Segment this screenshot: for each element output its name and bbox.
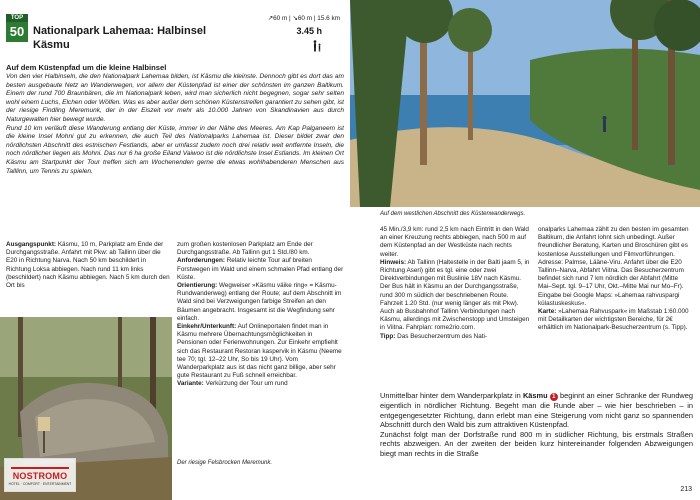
- start-text-continued: zum großen kostenlosen Parkplatz am Ende der Durchgangsstraße. Ab Tallinn gut 1 Std./80 km.: [177, 241, 313, 257]
- hiker-family-icon: [312, 40, 322, 52]
- variant-label: Variante:: [177, 380, 204, 388]
- logo-bar: [11, 467, 69, 469]
- intro-paragraph: Von den vier Halbinseln, die den Nationalpark Lahemaa bilden, ist Käsmu die kleinste. Dennoch gibt es dort das am besten ausgebaute Netz an Wanderwegen, vor allem der Küstenpfad ist einer der schönsten im ganzen Baltikum. Einem der rund 700 Braunbären, die im Nationalpark leben, wird man sicherlich nicht begegnen, sogar sehr selten wohl einem Luchs, Elchen oder Wölfen. Was es aber außer dem schönen Küstenstreifen garantiert zu sehen gibt, ist der riesige Findling Meremunk, der in der Eiszeit vor mehr als 10.000 Jahren von Skandinavien aus durch Naturgewalten hier bewegt wurde.: [6, 73, 344, 123]
- orientation-label: Orientierung:: [177, 282, 218, 290]
- coast-photo: [350, 0, 700, 207]
- lodging-text: Auf Onlineportalen findet man in Käsmu mehrere Übernachtungsmöglichkeiten in Pensionen oder Ferienwohnungen. Zur Einkehr empfiehlt sich das Restaurant Restoran kaspervik in Käsmu (Neeme tee 70; tgl. 12–22 Uhr, So bis 19 Uhr). Vom Wanderparkplatz aus ist das nicht ganz billige, aber sehr gute Restaurant zu Fuß schnell erreichbar.: [177, 323, 342, 380]
- nostromo-logo: [4, 458, 76, 492]
- intro-paragraph: Rund 10 km verläuft diese Wanderung entlang der Küste, immer in der Nähe des Meeres. Am Kap Palganeem ist die kleine Insel Mohni gut zu erkennen, die auch Teil des Nationalparks Lahemaa ist. Dieser bildet zwar den nördlichsten Abschnitt des estnischen Festlands, aber er umfasst zudem noch drei relativ weit entfernte Inseln, die noch nördlicher liegen als Mohni. Das nur 6 ha große Eiland Vaiwoo ist die nördlichste Insel Estlands. Im kleinen Ort Käsmu am Startpunkt der Tour treffen sich am Wochenenden gerne die etwas wohlhabenderen Menschen aus Talllinn, um Tennis zu spielen.: [6, 124, 344, 175]
- coast-photo-illustration: [350, 0, 700, 207]
- tour-number: 50: [9, 24, 25, 39]
- map-text: »Lahemaa Rahvuspark« im Maßstab 1:60.000 mit Detailkarten der wichtigsten Bereiche, für 2€ erhältlich im Nationalpark-Besucherzentrum (s. Tipp).: [538, 308, 689, 332]
- intro-text: [6, 73, 344, 176]
- tip-text: Das Besucherzentrum des Nati-: [397, 332, 488, 340]
- title-line-1: Nationalpark Lahemaa: Halbinsel: [33, 25, 206, 37]
- tour-stats: ↗60 m | ↘60 m | 15.6 km: [267, 15, 340, 22]
- tip-label: Tipp:: [380, 332, 396, 340]
- map-label: Karte:: [538, 308, 557, 316]
- tour-title: [33, 24, 323, 52]
- coast-photo-caption: Auf dem westlichen Abschnitt des Küstenwanderwegs.: [380, 211, 526, 217]
- lodging-label: Einkehr/Unterkunft:: [177, 323, 237, 331]
- requirements-label: Anforderungen:: [177, 257, 225, 265]
- right-page: [350, 0, 700, 500]
- variant-text-continued: 45 Min./3,9 km: rund 2,5 km nach Eintritt in den Wald an einer Kreuzung rechts abbiegen, nach 500 m auf dem Küstenpfad an der Westküste nach rechts weiter.: [380, 226, 529, 258]
- tip-text-continued: onalparks Lahemaa zählt zu den besten im gesamten Baltikum, die Anfahrt lohnt sich unbedingt. Außer freundlicher Beratung, Karten und Broschüren gibt es kostenlose Ausstellungen und Filmvorführungen. Adresse: Palmse, Lääne-Viru. Anfahrt über die E20 Tallinn–Narva, Abfahrt Viitna. Das Besucherzentrum befindet sich rund 7 km nördlich der Abfahrt (Mitte Mai–Sept. tgl. 9–17 Uhr, Okt.–Mitte Mai nur Mo–Fr). Eingabe bei Google Maps: »Lahemaa rahvuspargi külastuskeskus«.: [538, 226, 689, 307]
- variant-text: Verkürzung der Tour um rund: [205, 380, 288, 388]
- route-description: [380, 391, 693, 459]
- page-number: 213: [680, 486, 692, 493]
- place-kasmu: Käsmu: [522, 391, 548, 400]
- waypoint-marker: 1: [550, 393, 558, 401]
- badge-top-label: TOP: [6, 14, 28, 22]
- start-text: Käsmu, 10 m, Parkplatz am Ende der Durchgangsstraße. Anfahrt mit Pkw: ab Tallinn über die E20 in Richtung Narva. Nach 50 km beschildert in Richtung Loksa abbiegen. Nach rund 11 km links (beschildert) nach Käsmu abbiegen. Nach 5 km durch den Ort bis: [6, 241, 170, 290]
- route-paragraph-2: Zunächst folgt man der Dorfstraße rund 800 m in südlicher Richtung, bis erstmals Straßen rechts abzweigen. An der zweiten der beiden kurz hintereinander folgenden Abzweigungen biegt man rechts in die Straße: [380, 429, 693, 458]
- note-text: Ab Tallinn (Haltestelle in der Balti jaam 5, in Richtung Aseri) gibt es tgl. eine oder zwei Direktverbindungen mit Buslinie 18V nach Käsmu. Der Bus hält in Käsmu an der Durchgangsstraße, rund 300 m südlich der beschriebenen Route. Fahrzeit 1.20 Std. (nur wenig länger als mit Pkw). Auch ab Busbahnhof Tallinn Verbindungen nach Käsmu, allerdings mit Zwischenstopp und Umsteigen in Viitna. Fahrplan: rome2rio.com.: [380, 258, 530, 332]
- rock-photo-caption: Der riesige Felsbrocken Meremunk.: [177, 460, 273, 466]
- info-column-2: [177, 241, 344, 389]
- logo-subtext: HOTEL · COMFORT · ENTERTAINMENT: [8, 482, 72, 486]
- start-label: Ausgangspunkt:: [6, 241, 57, 248]
- top-badge: [6, 14, 28, 42]
- info-column-4: [538, 226, 693, 333]
- title-line-2: Käsmu: [33, 39, 70, 51]
- logo-text: NOSTROMO: [12, 471, 68, 481]
- tour-duration: 3.45 h: [296, 26, 322, 36]
- route-text-start: Unmittelbar hinter dem Wanderparkplatz in: [380, 391, 523, 400]
- info-column-3: [380, 226, 530, 341]
- note-label: Hinweis:: [380, 258, 407, 266]
- requirements-text: Relativ leichte Tour auf breiten Forstwegen im Wald und einem schmalen Pfad entlang der Küste.: [177, 257, 344, 281]
- info-column-1: [6, 241, 171, 290]
- section-subtitle: Auf dem Küstenpfad um die kleine Halbinsel: [6, 63, 167, 72]
- route-text-rest: beginnt an einer Schranke der Rundweg eigentlich in nördlicher Richtung. Begeht man die Runde aber – wie hier beschrieben – in entgegengesetzter Richtung, dann erlebt man eine Steigerung vom nicht ganz so spannenden Abschnitt durch den Wald bis zum attraktiven Küstenpfad.: [380, 391, 693, 430]
- orientation-text: Wegweiser »Käsmu väike ring« = Käsmu-Rundwanderweg) entlang der Route; auf dem Abschnitt im Wald sind bei Verzweigungen farbige Streifen an den Bäumen angebracht. Insgesamt ist die Wegfindung sehr einfach.: [177, 282, 342, 322]
